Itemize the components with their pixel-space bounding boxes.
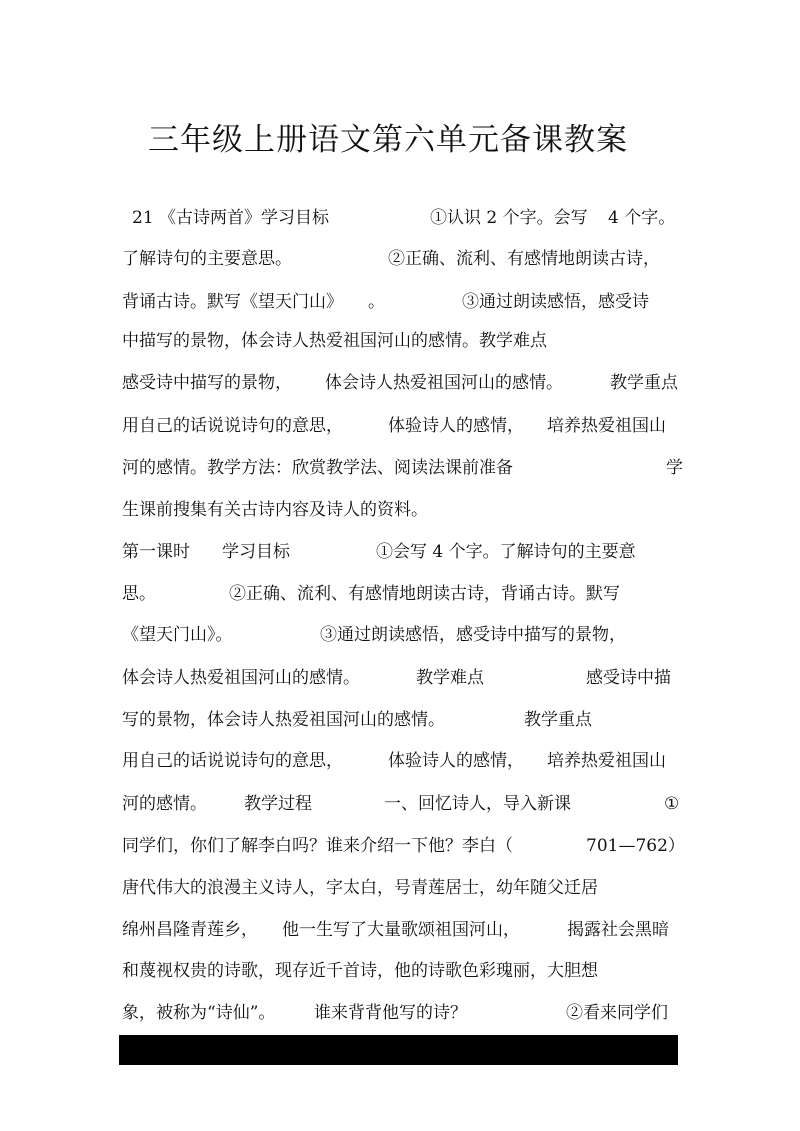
text-segment: 绵州昌隆青莲乡， bbox=[122, 920, 258, 940]
text-segment: 他一生写了大量歌颂祖国河山， bbox=[282, 920, 520, 940]
text-segment: 谁来背背他写的诗？ bbox=[314, 1003, 467, 1023]
text-segment: 体验诗人的感情， bbox=[388, 751, 524, 771]
text-segment: 体验诗人的感情， bbox=[388, 416, 524, 436]
text-segment: 701—762） bbox=[586, 836, 685, 856]
text-segment: 培养热爱祖国山 bbox=[547, 416, 666, 436]
text-segment: ②正确、流利、有感情地朗读古诗， bbox=[388, 249, 660, 269]
text-segment: 第一课时 bbox=[122, 542, 190, 562]
text-segment: 教学过程 bbox=[244, 794, 312, 814]
text-segment: ②正确、流利、有感情地朗读古诗，背诵古诗。默写 bbox=[229, 584, 620, 604]
text-segment: ②看来同学们 bbox=[566, 1003, 668, 1023]
text-segment: 中描写的景物，体会诗人热爱祖国河山的感情。教学难点 bbox=[122, 331, 547, 351]
text-segment: 思。 bbox=[122, 584, 156, 604]
text-segment: 生课前搜集有关古诗内容及诗人的资料。 bbox=[122, 500, 428, 520]
text-segment: ③通过朗读感悟，感受诗中描写的景物， bbox=[320, 625, 626, 645]
text-segment: ①认识 2 个字。会写 bbox=[430, 208, 588, 228]
text-segment: 象，被称为“诗仙”。 bbox=[122, 1003, 276, 1023]
text-segment: 和蔑视权贵的诗歌，现存近千首诗，他的诗歌色彩瑰丽，大胆想 bbox=[122, 961, 598, 981]
black-redaction-bar bbox=[119, 1035, 678, 1065]
text-segment: 用自己的话说说诗句的意思， bbox=[122, 416, 343, 436]
text-segment: 学习目标 bbox=[222, 542, 290, 562]
text-segment: 揭露社会黑暗 bbox=[567, 920, 669, 940]
text-segment: 21 《古诗两首》学习目标 bbox=[132, 208, 330, 228]
text-segment: 学 bbox=[666, 458, 683, 478]
text-segment: ①会写 4 个字。了解诗句的主要意 bbox=[376, 542, 636, 562]
text-segment: 感受诗中描写的景物， bbox=[122, 373, 292, 393]
document-title: 三年级上册语文第六单元备课教案 bbox=[148, 122, 628, 158]
text-segment: 。 bbox=[368, 292, 385, 312]
text-segment: 体会诗人热爱祖国河山的感情。 bbox=[122, 668, 360, 688]
text-segment: 培养热爱祖国山 bbox=[547, 751, 666, 771]
text-segment: 背诵古诗。默写《望天门山》 bbox=[122, 292, 343, 312]
text-segment: 体会诗人热爱祖国河山的感情。 bbox=[325, 373, 563, 393]
text-segment: 了解诗句的主要意思。 bbox=[122, 249, 292, 269]
text-segment: 感受诗中描 bbox=[586, 668, 671, 688]
text-segment: 一、回忆诗人，导入新课 bbox=[384, 794, 571, 814]
text-segment: 写的景物，体会诗人热爱祖国河山的感情。 bbox=[122, 710, 445, 730]
text-segment: 《望天门山》。 bbox=[122, 625, 233, 645]
text-segment: 同学们，你们了解李白吗？谁来介绍一下他？李白（ bbox=[122, 836, 513, 856]
text-segment: 4 个字。 bbox=[608, 208, 676, 228]
text-segment: 唐代伟大的浪漫主义诗人，字太白，号青莲居士，幼年随父迁居 bbox=[122, 878, 598, 898]
text-segment: ③通过朗读感悟，感受诗 bbox=[462, 292, 649, 312]
text-segment: 河的感情。 bbox=[122, 794, 207, 814]
text-segment: 教学难点 bbox=[416, 668, 484, 688]
text-segment: 教学重点 bbox=[610, 373, 678, 393]
text-segment: 用自己的话说说诗句的意思， bbox=[122, 751, 343, 771]
text-segment: ① bbox=[664, 794, 680, 814]
text-segment: 教学重点 bbox=[524, 710, 592, 730]
text-segment: 河的感情。教学方法：欣赏教学法、阅读法课前准备 bbox=[122, 458, 513, 478]
